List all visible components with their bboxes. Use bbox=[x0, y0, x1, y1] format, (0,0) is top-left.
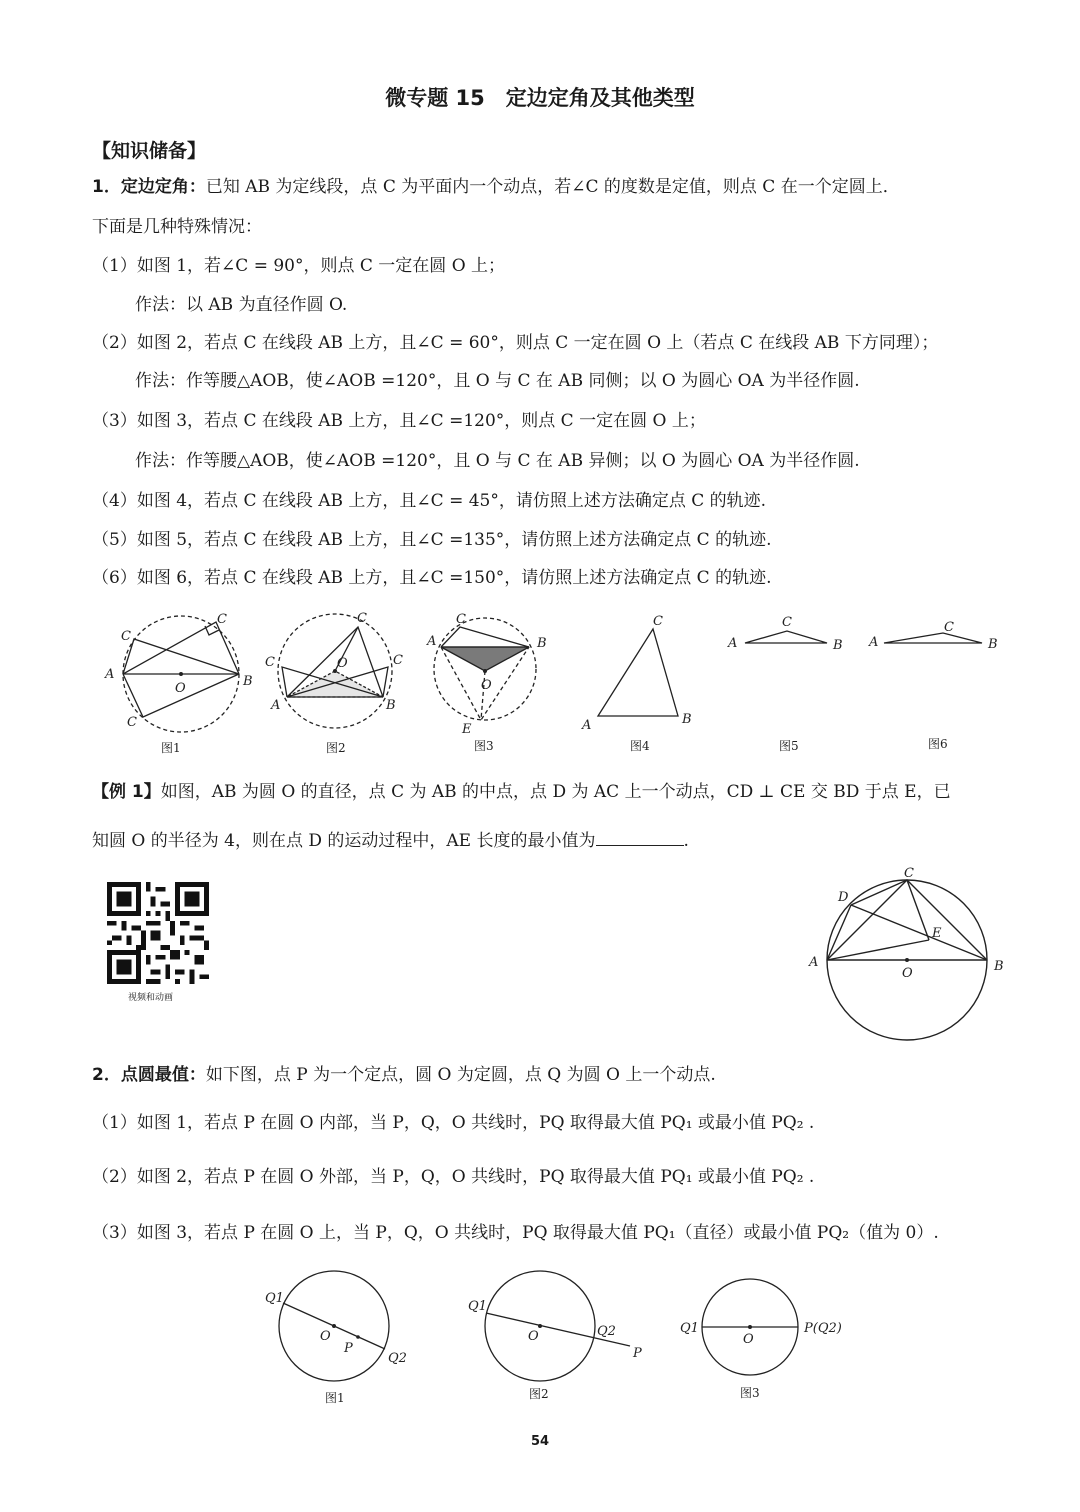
fig1-label-a: A bbox=[105, 667, 115, 682]
pq2-label-q2: Q2 bbox=[597, 1324, 616, 1339]
fig2-label-b: B bbox=[386, 698, 396, 713]
ex-label-c: C bbox=[904, 866, 914, 881]
pq2-label-o: O bbox=[528, 1329, 539, 1344]
s1-case3-method: 作法：作等腰△AOB，使∠AOB =120°，且 O 与 C 在 AB 异侧；以 O 为圆心 OA 为半径作圆. bbox=[135, 451, 860, 471]
fig2-caption: 图2 bbox=[326, 741, 346, 755]
fig5-label-b: B bbox=[833, 638, 843, 653]
fig2-label-c1: C bbox=[357, 611, 367, 626]
s1-case2: （2）如图 2，若点 C 在线段 AB 上方，且∠C = 60°，则点 C 一定在圆 O 上（若点 C 在线段 AB 下方同理）； bbox=[92, 333, 939, 353]
pq2-label-p: P bbox=[633, 1346, 642, 1361]
fig4-label-b: B bbox=[682, 712, 692, 727]
fig6-label-b: B bbox=[988, 637, 998, 652]
ex-label-a: A bbox=[809, 955, 819, 970]
s1-lead: 已知 AB 为定线段，点 C 为平面内一个动点，若∠C 的度数是定值，则点 C 在一个定圆上． bbox=[205, 177, 900, 197]
pq2-caption: 图2 bbox=[529, 1387, 549, 1401]
fig3-caption: 图3 bbox=[474, 739, 494, 753]
figure-6 bbox=[884, 633, 982, 643]
fig3-label-o: O bbox=[481, 678, 492, 693]
pq3-label-pq2: P(Q2) bbox=[804, 1321, 842, 1336]
fig1-label-o: O bbox=[175, 681, 186, 696]
fig6-label-a: A bbox=[869, 635, 879, 650]
s2-lead-bold: 2．点圆最值： bbox=[92, 1065, 206, 1085]
fig2-label-a: A bbox=[271, 698, 281, 713]
ex-label-b: B bbox=[994, 959, 1004, 974]
pq1-label-q1: Q1 bbox=[265, 1291, 284, 1306]
qr-caption: 视频和动画 bbox=[128, 993, 174, 1003]
fig5-caption: 图5 bbox=[779, 739, 799, 753]
s1-case3: （3）如图 3，若点 C 在线段 AB 上方，且∠C =120°，则点 C 一定在圆 O 上； bbox=[92, 411, 706, 431]
answer-blank[interactable] bbox=[596, 831, 684, 846]
example-line-1 bbox=[92, 781, 951, 803]
fig3-label-e: E bbox=[462, 722, 472, 737]
page-number: 54 bbox=[530, 1434, 550, 1449]
pq1-label-p: P bbox=[344, 1341, 353, 1356]
fig3-label-c: C bbox=[456, 612, 466, 627]
pq1-caption: 图1 bbox=[325, 1391, 345, 1405]
example-line-2 bbox=[92, 830, 689, 852]
fig2-label-c2: C bbox=[265, 655, 275, 670]
example-text-1: 如图，AB 为圆 O 的直径，点 C 为 AB 的中点，点 D 为 AC 上一个动点，CD ⊥ CE 交 BD 于点 E，已 bbox=[160, 782, 951, 802]
fig3-label-a: A bbox=[427, 634, 437, 649]
pq3-label-o: O bbox=[743, 1332, 754, 1347]
ex-label-o: O bbox=[902, 966, 913, 981]
fig2-label-c3: C bbox=[393, 653, 403, 668]
example-text-2: 知圆 O 的半径为 4，则在点 D 的运动过程中，AE 长度的最小值为 bbox=[92, 831, 596, 851]
s2-lead: 如下图，点 P 为一个定点，圆 O 为定圆，点 Q 为圆 O 上一个动点. bbox=[205, 1065, 716, 1085]
fig3-label-b: B bbox=[537, 636, 547, 651]
pq3-label-q1: Q1 bbox=[680, 1321, 699, 1336]
s1-case6: （6）如图 6，若点 C 在线段 AB 上方，且∠C =150°，请仿照上述方法确定点 C 的轨迹. bbox=[92, 568, 772, 588]
example-tag: 【例 1】 bbox=[92, 782, 161, 802]
fig1-caption: 图1 bbox=[161, 741, 181, 755]
qr-code[interactable] bbox=[105, 882, 211, 984]
s1-case1: （1）如图 1，若∠C = 90°，则点 C 一定在圆 O 上； bbox=[92, 256, 506, 276]
pq1-label-o: O bbox=[320, 1329, 331, 1344]
s1-case4: （4）如图 4，若点 C 在线段 AB 上方，且∠C = 45°，请仿照上述方法确定点 C 的轨迹. bbox=[92, 491, 767, 511]
fig4-label-a: A bbox=[582, 718, 592, 733]
s2-lead-line bbox=[92, 1064, 716, 1086]
fig1-label-b: B bbox=[243, 674, 253, 689]
figure-4 bbox=[598, 629, 678, 716]
pq2-label-q1: Q1 bbox=[468, 1299, 487, 1314]
s2-case2: （2）如图 2，若点 P 在圆 O 外部，当 P，Q，O 共线时，PQ 取得最大值 PQ₁ 或最小值 PQ₂ . bbox=[92, 1167, 815, 1187]
s2-case1: （1）如图 1，若点 P 在圆 O 内部，当 P，Q，O 共线时，PQ 取得最大值 PQ₁ 或最小值 PQ₂ . bbox=[92, 1113, 815, 1133]
s1-case5: （5）如图 5，若点 C 在线段 AB 上方，且∠C =135°，请仿照上述方法确定点 C 的轨迹. bbox=[92, 530, 772, 550]
fig5-label-a: A bbox=[728, 636, 738, 651]
pq1-label-q2: Q2 bbox=[388, 1351, 407, 1366]
ex-label-d: D bbox=[838, 890, 849, 905]
page-title: 微专题 15 定边定角及其他类型 bbox=[385, 86, 695, 110]
fig4-caption: 图4 bbox=[630, 739, 650, 753]
fig1-label-c1: C bbox=[217, 612, 227, 627]
fig4-label-c: C bbox=[653, 614, 663, 629]
s2-case3: （3）如图 3，若点 P 在圆 O 上，当 P，Q，O 共线时，PQ 取得最大值 PQ₁（直径）或最小值 PQ₂（值为 0）. bbox=[92, 1223, 939, 1243]
figures-row-2 bbox=[0, 1270, 1080, 1420]
figure-5 bbox=[745, 631, 827, 643]
ex-label-e: E bbox=[932, 926, 942, 941]
figures-row-1 bbox=[0, 605, 1080, 765]
s1-line2: 下面是几种特殊情况： bbox=[92, 217, 262, 237]
example-figure bbox=[800, 862, 1020, 1042]
example-text-2-end: . bbox=[683, 831, 689, 851]
fig5-label-c: C bbox=[782, 615, 792, 630]
fig1-label-c3: C bbox=[127, 715, 137, 730]
s1-lead-line bbox=[92, 176, 900, 198]
s1-lead-bold: 1．定边定角： bbox=[92, 177, 206, 197]
pq3-caption: 图3 bbox=[740, 1386, 760, 1400]
fig2-label-o: O bbox=[337, 656, 348, 671]
fig1-label-c2: C bbox=[121, 629, 131, 644]
fig6-label-c: C bbox=[944, 620, 954, 635]
s1-case2-method: 作法：作等腰△AOB，使∠AOB =120°，且 O 与 C 在 AB 同侧；以 O 为圆心 OA 为半径作圆. bbox=[135, 371, 860, 391]
s1-case1-method: 作法：以 AB 为直径作圆 O. bbox=[135, 295, 348, 315]
fig6-caption: 图6 bbox=[928, 737, 948, 751]
section-header: 【知识储备】 bbox=[92, 140, 207, 162]
